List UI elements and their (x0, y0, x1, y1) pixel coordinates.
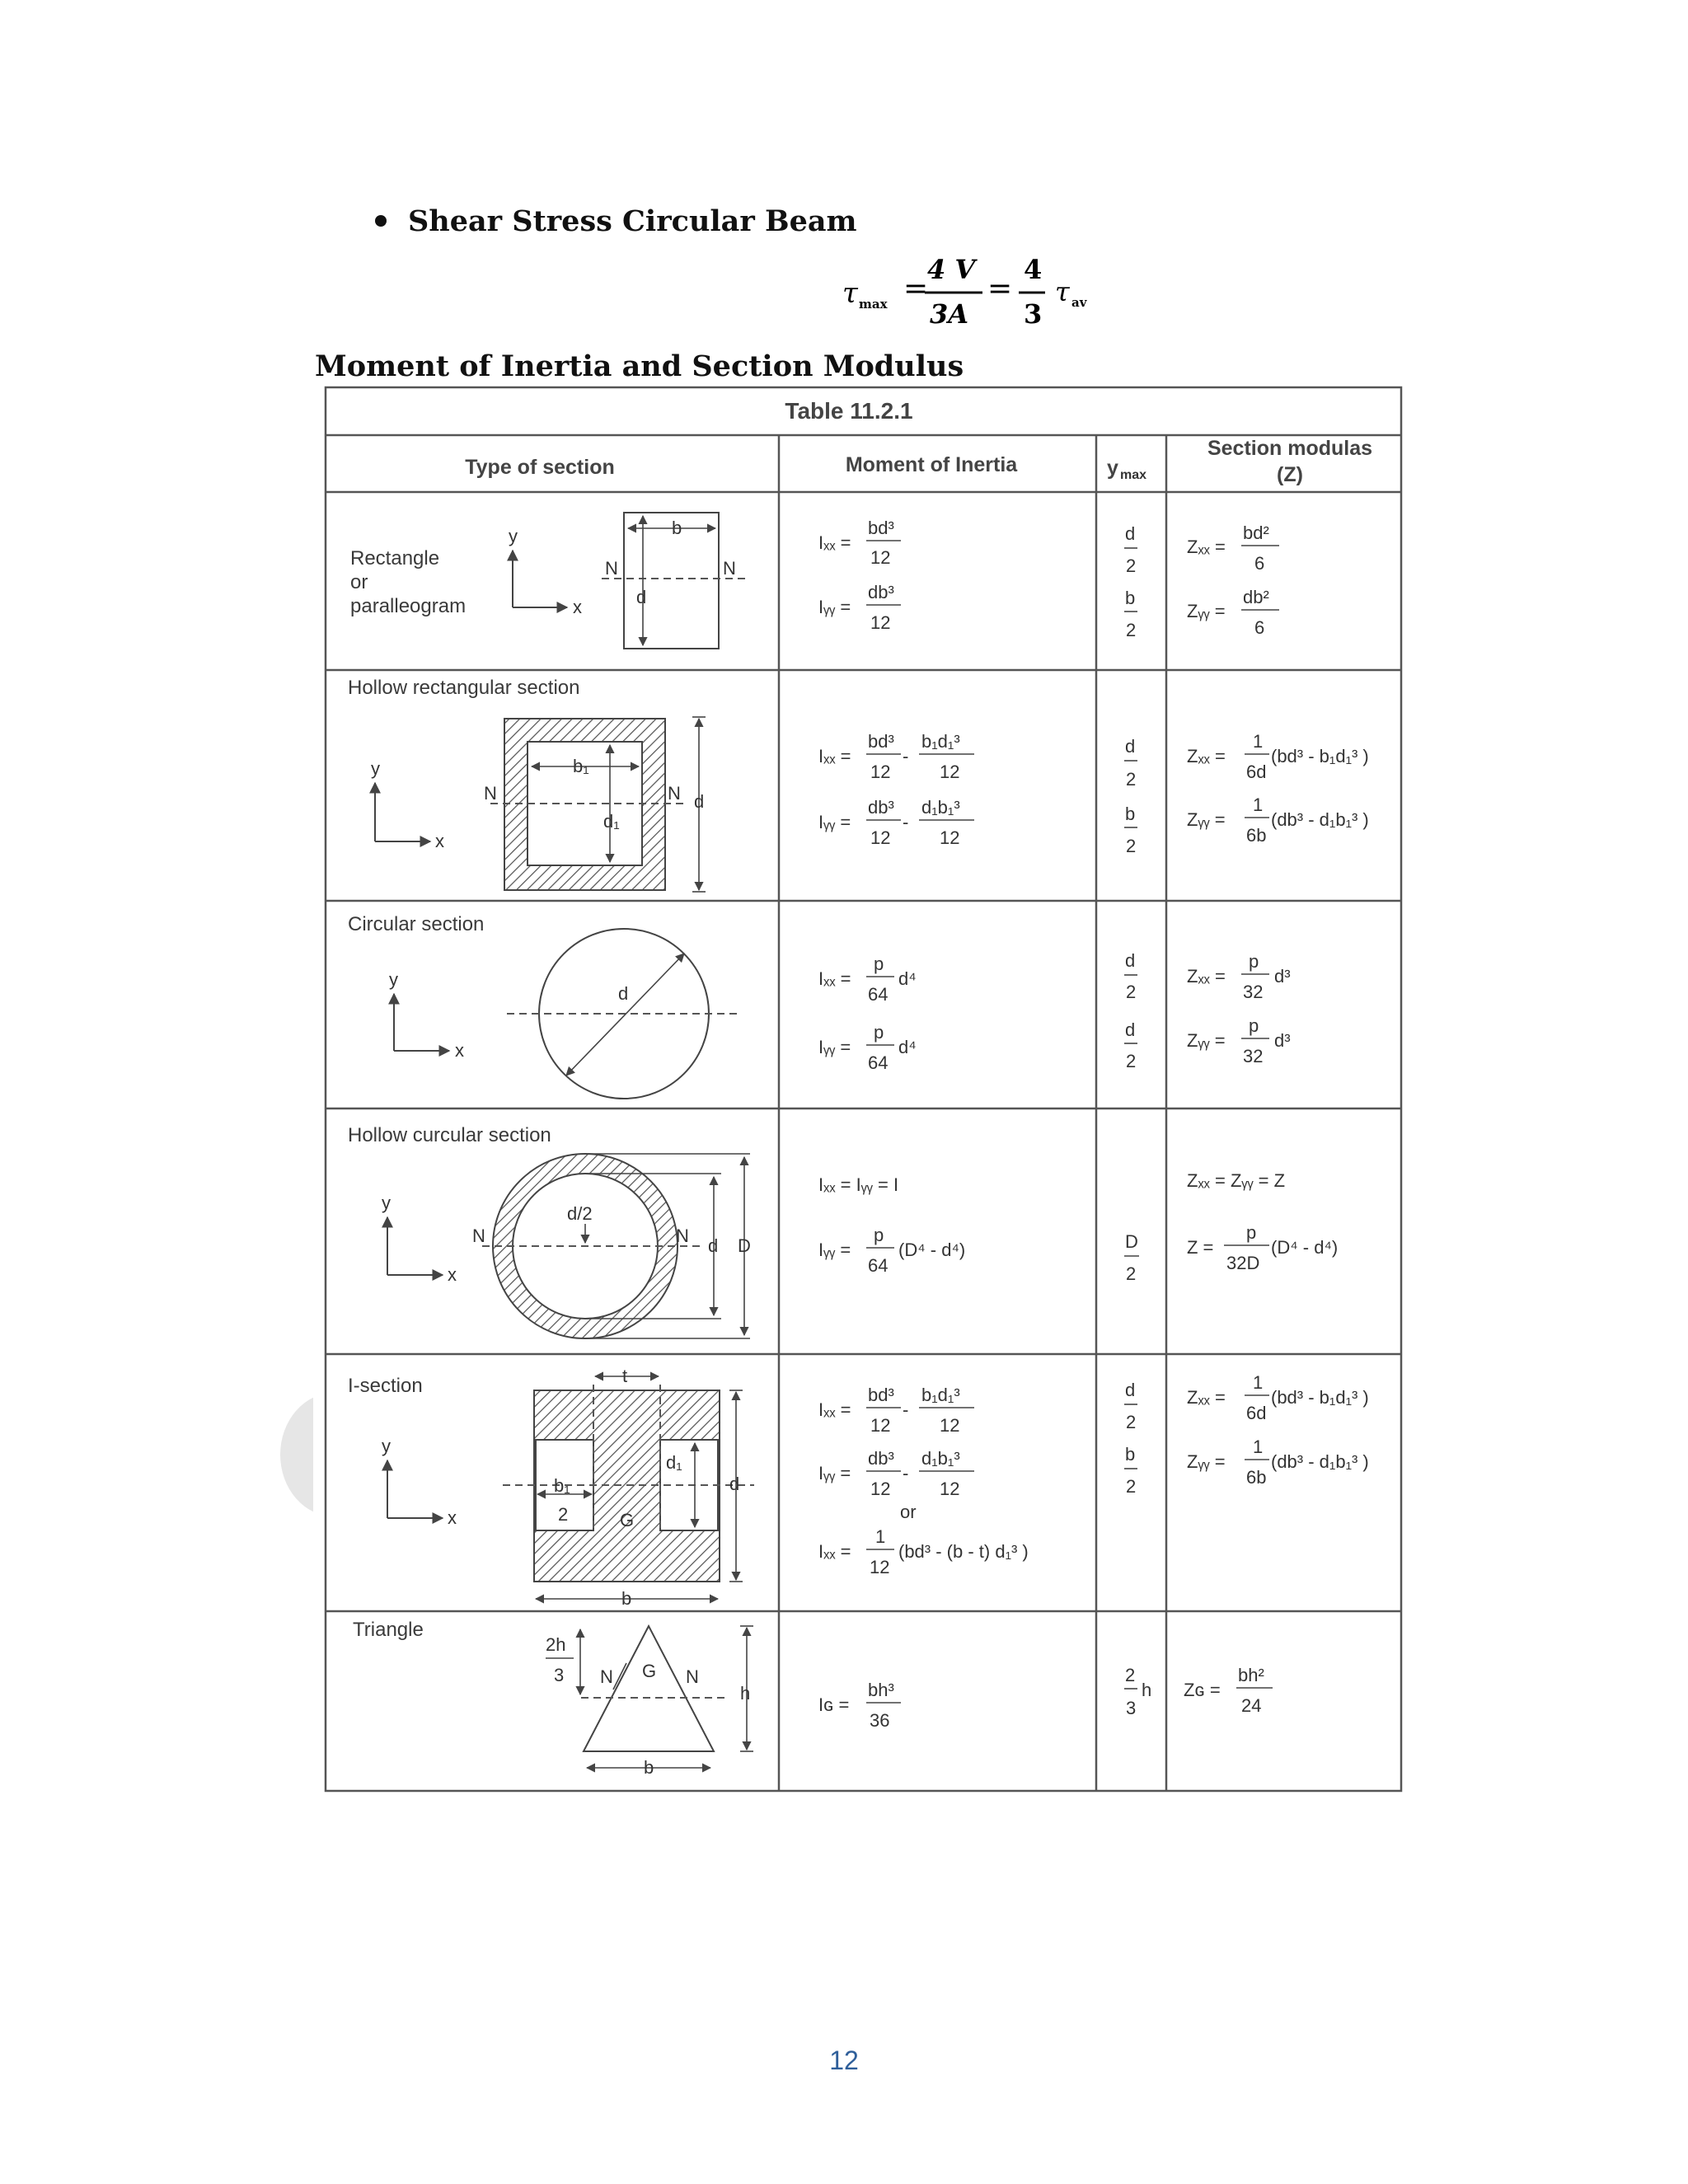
isection-y1-den: 2 (1126, 1412, 1137, 1432)
isection-dim-d: d (729, 1474, 740, 1494)
isection-iyy-b: d₁b₁³ (921, 1448, 960, 1469)
hollow-circle-i-eq: Iₓₓ = Iᵧᵧ = I (818, 1174, 899, 1195)
rect-iyy-lhs: Iᵧᵧ = (818, 597, 851, 617)
hollow-circle-n-left: N (472, 1226, 485, 1246)
circle-label: Circular section (348, 913, 485, 935)
circle-iyy-num: p (874, 1022, 884, 1043)
isection-zxx-lhs: Zₓₓ = (1187, 1387, 1226, 1408)
rect-zyy-num: db² (1243, 587, 1269, 607)
circle-zyy-num: p (1249, 1015, 1259, 1036)
triangle-dim-3: 3 (554, 1665, 565, 1685)
rect-dim-d: d (636, 587, 647, 607)
hollow-circle-label: Hollow curcular section (348, 1124, 551, 1146)
rect-n-right: N (723, 558, 736, 579)
circle-axis-y: y (389, 969, 398, 990)
hollow-rect-dim-d1: d₁ (603, 811, 620, 832)
row-hollow-rectangular (348, 677, 1369, 892)
hollow-circle-axes-icon (387, 1217, 443, 1275)
formula-tau: τ (842, 277, 858, 310)
hollow-rect-zxx-rest: (bd³ - b₁d₁³ ) (1271, 746, 1369, 766)
circle-axis-x: x (455, 1040, 464, 1061)
isection-iyy-den-a: 12 (870, 1479, 891, 1499)
hollow-rect-y1-den: 2 (1126, 769, 1137, 790)
triangle-section-diagram (580, 1626, 753, 1768)
hollow-rect-iyy-lhs: Iᵧᵧ = (818, 812, 851, 832)
isection-ixx-den-a: 12 (870, 1415, 891, 1436)
hollow-rect-zxx-num: 1 (1253, 731, 1264, 752)
circle-zxx-rest: d³ (1274, 966, 1291, 987)
rect-zyy-lhs: Zᵧᵧ = (1187, 601, 1226, 621)
triangle-ig-num: bh³ (868, 1680, 894, 1700)
hollow-rect-axis-y: y (371, 758, 380, 779)
formula-eq2: = (987, 272, 1013, 306)
isection-ixx-minus: - (903, 1399, 909, 1420)
hollow-circle-iyy-rest: (D⁴ - d⁴) (898, 1240, 966, 1260)
isection-y2-num: b (1125, 1444, 1136, 1465)
circle-ixx-den: 64 (868, 984, 889, 1005)
circle-iyy-rest: d⁴ (898, 1037, 917, 1057)
hollow-rect-n-left: N (484, 783, 497, 804)
circle-zyy-den: 32 (1243, 1046, 1264, 1066)
hollow-rect-iyy-den-b: 12 (940, 827, 960, 848)
row-triangle (353, 1619, 1273, 1778)
isection-ixx2-den: 12 (870, 1557, 890, 1577)
rect-iyy-den: 12 (870, 612, 891, 633)
triangle-ig-den: 36 (870, 1710, 890, 1731)
triangle-zg-lhs: Zɢ = (1184, 1680, 1221, 1700)
hollow-rect-zyy-num: 1 (1253, 794, 1264, 815)
rect-y1-num: d (1125, 523, 1136, 544)
rect-axis-x: x (573, 597, 582, 617)
rect-ixx-lhs: Iₓₓ = (818, 532, 851, 553)
hollow-circle-z-rest: (D⁴ - d⁴) (1271, 1237, 1339, 1258)
hollow-circle-dim-D: D (738, 1235, 751, 1256)
circle-ixx-lhs: Iₓₓ = (818, 968, 851, 989)
rect-y1-den: 2 (1126, 555, 1137, 576)
rect-ixx-num: bd³ (868, 518, 894, 538)
rect-iyy-num: db³ (868, 582, 894, 602)
hollow-circle-z-eq: Zₓₓ = Zᵧᵧ = Z (1187, 1170, 1286, 1191)
triangle-n-left: N (600, 1666, 613, 1687)
circle-axes-icon (394, 994, 449, 1051)
hollow-rect-dim-b1: b₁ (573, 756, 589, 776)
circle-y2-den: 2 (1126, 1051, 1137, 1071)
hollow-rect-iyy-minus: - (903, 812, 909, 832)
formula-tau-av: τ (1055, 276, 1070, 307)
rect-label-1: Rectangle (350, 547, 440, 569)
isection-ixx-a: bd³ (868, 1385, 894, 1405)
circle-iyy-lhs: Iᵧᵧ = (818, 1037, 851, 1057)
rect-axes-icon (513, 551, 567, 607)
isection-dim-d1: d₁ (666, 1452, 682, 1473)
row-i-section (348, 1366, 1369, 1609)
isection-zyy-rest: (db³ - d₁b₁³ ) (1271, 1451, 1369, 1472)
circle-dim-d: d (618, 983, 629, 1004)
triangle-n-right: N (686, 1666, 699, 1687)
hollow-rect-ixx-den-b: 12 (940, 762, 960, 782)
isection-axis-x: x (448, 1507, 457, 1528)
hollow-rect-iyy-a: db³ (868, 797, 894, 818)
triangle-dim-b: b (644, 1757, 654, 1778)
rect-label-3: paralleogram (350, 595, 467, 617)
triangle-y-h: h (1142, 1680, 1152, 1700)
section-heading: Moment of Inertia and Section Modulus (315, 349, 964, 383)
formula-den2: 3 (1024, 298, 1043, 330)
rect-y2-num: b (1125, 588, 1136, 608)
isection-y1-num: d (1125, 1380, 1136, 1400)
circle-section-diagram (507, 929, 742, 1099)
rect-dim-b: b (672, 518, 682, 538)
circle-ixx-rest: d⁴ (898, 968, 917, 989)
triangle-zg-num: bh² (1238, 1665, 1264, 1685)
bullet-text: Shear Stress Circular Beam (408, 204, 857, 238)
table-grid (326, 387, 1401, 1791)
page-number: 12 (829, 2046, 859, 2075)
hollow-circle-z-den: 32D (1226, 1253, 1260, 1273)
hollow-circle-iyy-lhs: Iᵧᵧ = (818, 1240, 851, 1260)
hollow-rect-n-right: N (668, 783, 681, 804)
isection-dim-b: b (621, 1588, 632, 1609)
circle-y1-num: d (1125, 950, 1136, 971)
isection-ixx2-lhs: Iₓₓ = (818, 1541, 851, 1562)
rect-label-2: or (350, 571, 368, 593)
hollow-rect-iyy-den-a: 12 (870, 827, 891, 848)
triangle-dim-h: h (740, 1683, 751, 1704)
header-moment: Moment of Inertia (845, 453, 1018, 476)
header-ymax-sub: max (1120, 468, 1147, 482)
isection-zyy-den: 6b (1246, 1467, 1267, 1488)
isection-ixx-b: b₁d₁³ (921, 1385, 960, 1405)
hollow-rect-axis-x: x (435, 831, 444, 851)
isection-iyy-minus: - (903, 1463, 909, 1483)
table-title: Table 11.2.1 (785, 398, 913, 424)
hollow-rect-zxx-den: 6d (1246, 762, 1267, 782)
header-type: Type of section (465, 456, 615, 479)
triangle-y-num: 2 (1125, 1665, 1136, 1685)
hollow-rect-zyy-rest: (db³ - d₁b₁³ ) (1271, 809, 1369, 830)
hollow-circle-z-lhs: Z = (1187, 1237, 1214, 1258)
isection-ixx2-num: 1 (875, 1526, 886, 1547)
circle-ixx-num: p (874, 954, 884, 974)
hollow-rect-zyy-den: 6b (1246, 825, 1267, 846)
hollow-rect-dim-d: d (694, 791, 705, 812)
hollow-rect-ixx-a: bd³ (868, 731, 894, 752)
isection-or: or (900, 1502, 917, 1522)
formula-av: av (1071, 295, 1087, 310)
hollow-circle-y-den: 2 (1126, 1263, 1137, 1284)
hollow-rect-ixx-minus: - (903, 746, 909, 766)
isection-dim-b1: b₁ (554, 1475, 570, 1496)
isection-axis-y: y (382, 1436, 391, 1456)
hollow-rect-axes-icon (375, 783, 430, 841)
isection-dim-2: 2 (558, 1504, 569, 1525)
formula-den1: 3A (930, 298, 969, 330)
hollow-rect-ixx-den-a: 12 (870, 762, 891, 782)
header-modulus: Section modulas (1207, 437, 1373, 460)
hollow-rect-y2-den: 2 (1126, 836, 1137, 856)
isection-ixx-den-b: 12 (940, 1415, 960, 1436)
rect-zyy-den: 6 (1254, 617, 1265, 638)
rect-zxx-num: bd² (1243, 523, 1269, 543)
isection-zyy-lhs: Zᵧᵧ = (1187, 1451, 1226, 1472)
isection-iyy-a: db³ (868, 1448, 894, 1469)
rect-zxx-lhs: Zₓₓ = (1187, 537, 1226, 557)
rect-axis-y: y (509, 526, 518, 546)
hollow-circle-iyy-den: 64 (868, 1255, 889, 1276)
row-circular (348, 913, 1291, 1099)
circle-zxx-num: p (1249, 951, 1259, 972)
hollow-circle-z-num: p (1246, 1222, 1257, 1243)
hollow-rect-ixx-b: b₁d₁³ (921, 731, 960, 752)
hollow-rect-iyy-b: d₁b₁³ (921, 797, 960, 818)
hollow-rect-y2-num: b (1125, 804, 1136, 824)
hollow-circle-iyy-num: p (874, 1225, 884, 1245)
isection-zxx-num: 1 (1253, 1372, 1264, 1393)
triangle-g: G (642, 1661, 657, 1681)
isection-zyy-num: 1 (1253, 1436, 1264, 1457)
triangle-ig-lhs: Iɢ = (818, 1694, 850, 1715)
isection-dim-t: t (622, 1366, 628, 1386)
hollow-circle-n-right: N (676, 1226, 689, 1246)
hollow-rect-ixx-lhs: Iₓₓ = (818, 746, 851, 766)
isection-section-diagram (503, 1376, 754, 1599)
isection-zxx-den: 6d (1246, 1403, 1267, 1423)
hollow-circle-dim-d2: d/2 (567, 1203, 593, 1224)
formula-num2: 4 (1024, 254, 1043, 285)
header-ymax: y (1107, 457, 1118, 480)
circle-iyy-den: 64 (868, 1052, 889, 1073)
header-modulus-sub: (Z) (1277, 463, 1303, 486)
isection-g: G (620, 1510, 635, 1530)
triangle-zg-den: 24 (1241, 1695, 1262, 1716)
circle-y1-den: 2 (1126, 982, 1137, 1002)
isection-ixx-lhs: Iₓₓ = (818, 1399, 851, 1420)
hollow-rect-zyy-lhs: Zᵧᵧ = (1187, 809, 1226, 830)
isection-zxx-rest: (bd³ - b₁d₁³ ) (1271, 1387, 1369, 1408)
hollow-rect-zxx-lhs: Zₓₓ = (1187, 746, 1226, 766)
hollow-circle-dim-d: d (708, 1235, 719, 1256)
isection-iyy-den-b: 12 (940, 1479, 960, 1499)
row-rectangle (350, 513, 1279, 649)
isection-ixx2-rest: (bd³ - (b - t) d₁³ ) (898, 1541, 1029, 1562)
hollow-rect-y1-num: d (1125, 736, 1136, 757)
rect-zxx-den: 6 (1254, 553, 1265, 574)
hollow-circle-axis-x: x (448, 1264, 457, 1285)
circle-zxx-den: 32 (1243, 982, 1264, 1002)
triangle-y-den: 3 (1126, 1698, 1137, 1718)
isection-axes-icon (387, 1460, 443, 1518)
isection-iyy-lhs: Iᵧᵧ = (818, 1463, 851, 1483)
rect-n-left: N (605, 558, 618, 579)
circle-zyy-lhs: Zᵧᵧ = (1187, 1030, 1226, 1051)
formula-max: max (859, 297, 888, 312)
hollow-circle-axis-y: y (382, 1193, 391, 1213)
row-hollow-circular (348, 1124, 1338, 1338)
hollow-rect-label: Hollow rectangular section (348, 677, 580, 699)
circle-zxx-lhs: Zₓₓ = (1187, 966, 1226, 987)
hollow-rect-section-diagram (490, 717, 706, 892)
formula-num1: 4 V (927, 254, 976, 285)
isection-label: I-section (348, 1375, 423, 1397)
rect-ixx-den: 12 (870, 547, 891, 568)
circle-y2-num: d (1125, 1019, 1136, 1040)
hollow-circle-y-num: D (1125, 1231, 1138, 1252)
circle-zyy-rest: d³ (1274, 1030, 1291, 1051)
triangle-dim-2h: 2h (546, 1634, 566, 1655)
isection-y2-den: 2 (1126, 1476, 1137, 1497)
rect-y2-den: 2 (1126, 620, 1137, 640)
triangle-label: Triangle (353, 1619, 424, 1641)
formula-eq1: = (903, 272, 929, 306)
